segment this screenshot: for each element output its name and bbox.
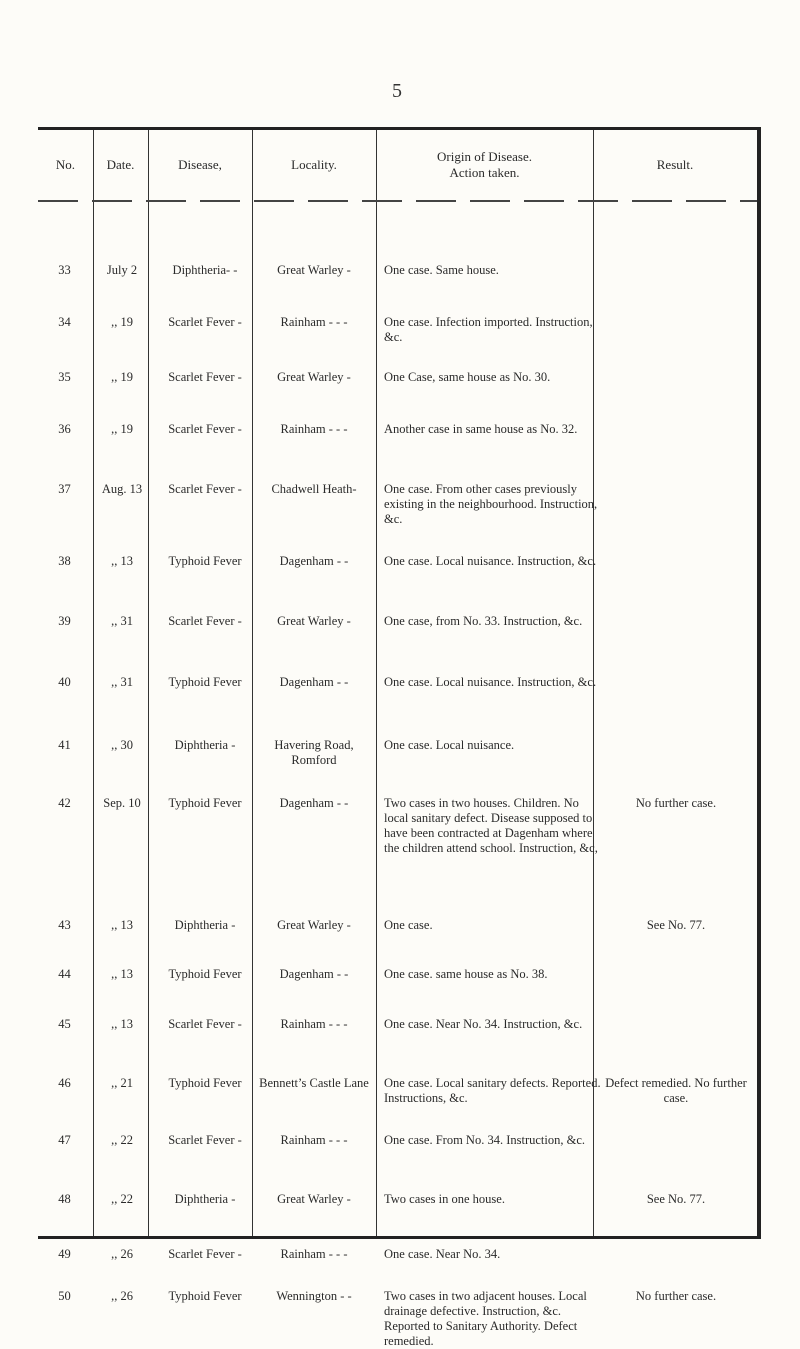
cell-locality: Bennett’s Castle Lane bbox=[259, 1076, 369, 1090]
cell-no: 37 bbox=[58, 482, 71, 496]
cell-no: 39 bbox=[58, 614, 71, 628]
header-date: Date. bbox=[106, 157, 135, 172]
cell-origin: One case. bbox=[384, 918, 433, 932]
cell-disease: Typhoid Fever bbox=[168, 796, 242, 810]
cell-disease: Diphtheria - bbox=[174, 918, 236, 932]
cell-disease: Typhoid Fever bbox=[168, 967, 242, 981]
cell-origin: Two cases in one house. bbox=[384, 1192, 505, 1206]
cell-locality: Rainham - - - bbox=[280, 315, 348, 329]
cell-origin: Two cases in two adjacent houses. Local drainage defective. Instruction, &c. Reported to Sanitary Authority. Defect remedied. bbox=[384, 1289, 587, 1348]
cell-locality: Rainham - - - bbox=[280, 422, 348, 436]
cell-origin: Two cases in two houses. Children. No local sanitary defect. Disease supposed to have been contracted at Dagenham where the children attend school. Instruction, &c, bbox=[384, 796, 598, 855]
cell-date: ,, 13 bbox=[111, 1017, 133, 1031]
cell-origin: One case, from No. 33. Instruction, &c. bbox=[384, 614, 583, 628]
column-rule bbox=[376, 130, 377, 1236]
cell-no: 33 bbox=[58, 263, 71, 277]
cell-locality: Great Warley - bbox=[277, 263, 351, 277]
header-no: No. bbox=[55, 157, 76, 172]
cell-locality: Chadwell Heath- bbox=[271, 482, 357, 496]
cell-no: 41 bbox=[58, 738, 71, 752]
cell-disease: Scarlet Fever - bbox=[168, 1133, 242, 1147]
cell-date: Sep. 10 bbox=[103, 796, 141, 810]
header-locality: Locality. bbox=[291, 157, 337, 172]
cell-disease: Typhoid Fever bbox=[168, 554, 242, 568]
cell-locality: Great Warley - bbox=[277, 614, 351, 628]
cell-no: 45 bbox=[58, 1017, 71, 1031]
cell-locality: Rainham - - - bbox=[280, 1247, 348, 1261]
header-divider bbox=[38, 200, 757, 202]
cell-no: 38 bbox=[58, 554, 71, 568]
cell-date: ,, 13 bbox=[111, 918, 133, 932]
cell-locality: Havering Road, Romford bbox=[274, 738, 354, 767]
cell-result: See No. 77. bbox=[646, 918, 706, 932]
cell-disease: Scarlet Fever - bbox=[168, 614, 242, 628]
cell-locality: Great Warley - bbox=[277, 1192, 351, 1206]
cell-no: 36 bbox=[58, 422, 71, 436]
cell-no: 49 bbox=[58, 1247, 71, 1261]
cell-disease: Diphtheria - bbox=[174, 738, 236, 752]
cell-no: 46 bbox=[58, 1076, 71, 1090]
cell-date: ,, 26 bbox=[111, 1289, 133, 1303]
header-origin: Origin of Disease. Action taken. bbox=[437, 149, 532, 180]
cell-date: ,, 19 bbox=[111, 370, 133, 384]
cell-no: 47 bbox=[58, 1133, 71, 1147]
cell-result: No further case. bbox=[635, 1289, 717, 1303]
cell-date: ,, 13 bbox=[111, 554, 133, 568]
cell-no: 43 bbox=[58, 918, 71, 932]
cell-no: 35 bbox=[58, 370, 71, 384]
cell-date: Aug. 13 bbox=[101, 482, 143, 496]
column-rule bbox=[93, 130, 94, 1236]
cell-origin: One case. From No. 34. Instruction, &c. bbox=[384, 1133, 586, 1147]
cell-locality: Dagenham - - bbox=[279, 675, 349, 689]
cell-no: 34 bbox=[58, 315, 71, 329]
cell-origin: One case. Local nuisance. Instruction, &c. bbox=[384, 675, 597, 689]
cell-origin: Another case in same house as No. 32. bbox=[384, 422, 578, 436]
cell-origin: One case. Near No. 34. bbox=[384, 1247, 501, 1261]
cell-date: ,, 31 bbox=[111, 614, 133, 628]
cell-locality: Dagenham - - bbox=[279, 967, 349, 981]
cell-date: ,, 13 bbox=[111, 967, 133, 981]
cell-no: 50 bbox=[58, 1289, 71, 1303]
cell-date: ,, 19 bbox=[111, 315, 133, 329]
cell-date: ,, 19 bbox=[111, 422, 133, 436]
cell-locality: Dagenham - - bbox=[279, 554, 349, 568]
cell-date: ,, 22 bbox=[111, 1133, 133, 1147]
cell-date: ,, 21 bbox=[111, 1076, 133, 1090]
cell-origin: One case. Infection imported. Instruction, &c. bbox=[384, 315, 593, 344]
cell-disease: Scarlet Fever - bbox=[168, 482, 242, 496]
cell-disease: Typhoid Fever bbox=[168, 675, 242, 689]
cell-disease: Scarlet Fever - bbox=[168, 1017, 242, 1031]
cell-date: ,, 30 bbox=[111, 738, 133, 752]
column-rule bbox=[148, 130, 149, 1236]
cell-origin: One Case, same house as No. 30. bbox=[384, 370, 551, 384]
cell-disease: Diphtheria- - bbox=[172, 263, 238, 277]
cell-no: 44 bbox=[58, 967, 71, 981]
cell-origin: One case. Local sanitary defects. Reported. Instructions, &c. bbox=[384, 1076, 601, 1105]
cell-origin: One case. Same house. bbox=[384, 263, 499, 277]
cell-disease: Scarlet Fever - bbox=[168, 422, 242, 436]
header-result: Result. bbox=[656, 157, 694, 172]
disease-register-table bbox=[38, 127, 761, 1348]
cell-date: July 2 bbox=[106, 263, 138, 277]
cell-origin: One case. Near No. 34. Instruction, &c. bbox=[384, 1017, 583, 1031]
cell-locality: Dagenham - - bbox=[279, 796, 349, 810]
cell-disease: Diphtheria - bbox=[174, 1192, 236, 1206]
cell-date: ,, 22 bbox=[111, 1192, 133, 1206]
cell-disease: Typhoid Fever bbox=[168, 1076, 242, 1090]
cell-date: ,, 31 bbox=[111, 675, 133, 689]
cell-disease: Typhoid Fever bbox=[168, 1289, 242, 1303]
cell-locality: Rainham - - - bbox=[280, 1017, 348, 1031]
cell-locality: Great Warley - bbox=[277, 918, 351, 932]
cell-no: 40 bbox=[58, 675, 71, 689]
cell-result: Defect remedied. No further case. bbox=[605, 1076, 747, 1105]
cell-origin: One case. From other cases previously existing in the neighbourhood. Instruction, &c. bbox=[384, 482, 598, 526]
cell-locality: Wennington - - bbox=[276, 1289, 352, 1303]
cell-disease: Scarlet Fever - bbox=[168, 370, 242, 384]
cell-no: 48 bbox=[58, 1192, 71, 1206]
cell-locality: Rainham - - - bbox=[280, 1133, 348, 1147]
cell-disease: Scarlet Fever - bbox=[168, 315, 242, 329]
cell-date: ,, 26 bbox=[111, 1247, 133, 1261]
header-disease: Disease, bbox=[178, 157, 222, 172]
page-number: 5 bbox=[392, 80, 402, 102]
cell-disease: Scarlet Fever - bbox=[168, 1247, 242, 1261]
cell-no: 42 bbox=[58, 796, 71, 810]
cell-locality: Great Warley - bbox=[277, 370, 351, 384]
cell-result: No further case. bbox=[635, 796, 717, 810]
cell-result: See No. 77. bbox=[646, 1192, 706, 1206]
cell-origin: One case. same house as No. 38. bbox=[384, 967, 548, 981]
cell-origin: One case. Local nuisance. bbox=[384, 738, 515, 752]
cell-origin: One case. Local nuisance. Instruction, &c. bbox=[384, 554, 597, 568]
